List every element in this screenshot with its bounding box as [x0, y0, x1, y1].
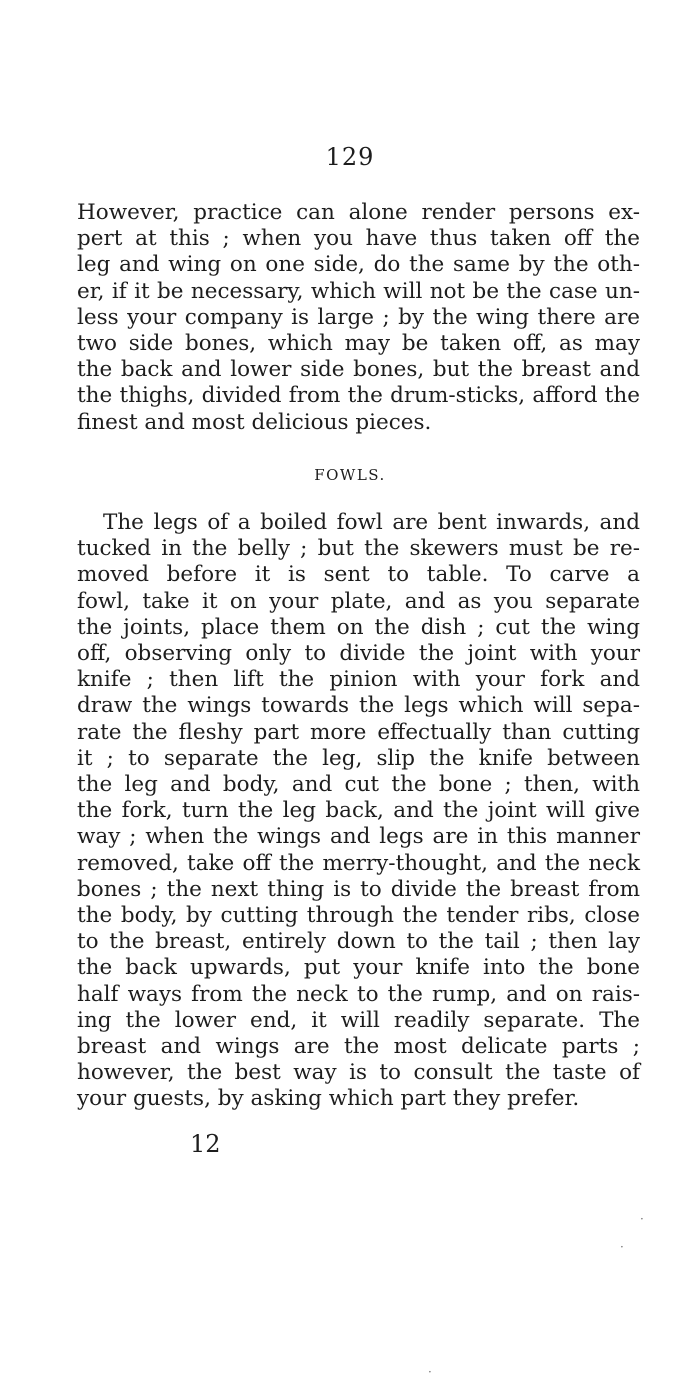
text-line: rate the fleshy part more effectually than cutting [77, 719, 640, 745]
text-line: leg and wing on one side, do the same by the oth- [77, 252, 640, 278]
paper-speck-mark: · [640, 1212, 644, 1226]
text-line: off, observing only to divide the joint with your [77, 641, 640, 667]
section-heading: FOWLS. [314, 466, 386, 484]
paper-speck-mark: · [620, 1240, 624, 1254]
paragraph-carving-continued [77, 200, 640, 436]
text-line: however, the best way is to consult the taste of [77, 1060, 640, 1086]
text-line: the body, by cutting through the tender ribs, close [77, 903, 640, 929]
text-line: less your company is large ; by the wing there are [77, 304, 640, 330]
text-line: tucked in the belly ; but the skewers must be re- [77, 536, 640, 562]
text-line: knife ; then lift the pinion with your fork and [77, 667, 640, 693]
text-line: The legs of a boiled fowl are bent inwards, and [103, 510, 640, 535]
text-line: the back upwards, put your knife into the bone [77, 955, 640, 981]
text-line: ing the lower end, it will readily separate. The [77, 1007, 640, 1033]
text-line: moved before it is sent to table. To carve a [77, 562, 640, 588]
text-line: the leg and body, and cut the bone ; then, with [77, 772, 640, 798]
text-line: bones ; the next thing is to divide the breast from [77, 876, 640, 902]
text-line: finest and most delicious pieces. [77, 409, 432, 435]
text-line: fowl, take it on your plate, and as you separate [77, 588, 640, 614]
text-line: er, if it be necessary, which will not be the case un- [77, 278, 640, 304]
text-line: half ways from the neck to the rump, and on rais- [77, 981, 640, 1007]
text-line: it ; to separate the leg, slip the knife between [77, 745, 640, 771]
text-line: the fork, turn the leg back, and the joint will give [77, 798, 640, 824]
text-line: the back and lower side bones, but the breast and [77, 357, 640, 383]
text-line: removed, take off the merry-thought, and the neck [77, 850, 640, 876]
text-line: the joints, place them on the dish ; cut the wing [77, 614, 640, 640]
text-line: However, practice can alone render persons ex- [77, 200, 640, 225]
text-line: breast and wings are the most delicate parts ; [77, 1034, 640, 1060]
page-number: 129 [325, 143, 375, 171]
text-line: to the breast, entirely down to the tail ; then lay [77, 929, 640, 955]
text-line: way ; when the wings and legs are in this manner [77, 824, 640, 850]
paragraph-fowls [77, 510, 640, 1113]
text-line: two side bones, which may be taken off, as may [77, 331, 640, 357]
text-line: the thighs, divided from the drum-sticks, afford the [77, 383, 640, 409]
text-line: your guests, by asking which part they prefer. [77, 1086, 580, 1112]
paper-speck-mark: · [428, 1365, 432, 1379]
text-line: pert at this ; when you have thus taken off the [77, 226, 640, 252]
text-line: draw the wings towards the legs which will sepa- [77, 693, 640, 719]
signature-mark: 12 [190, 1130, 221, 1158]
